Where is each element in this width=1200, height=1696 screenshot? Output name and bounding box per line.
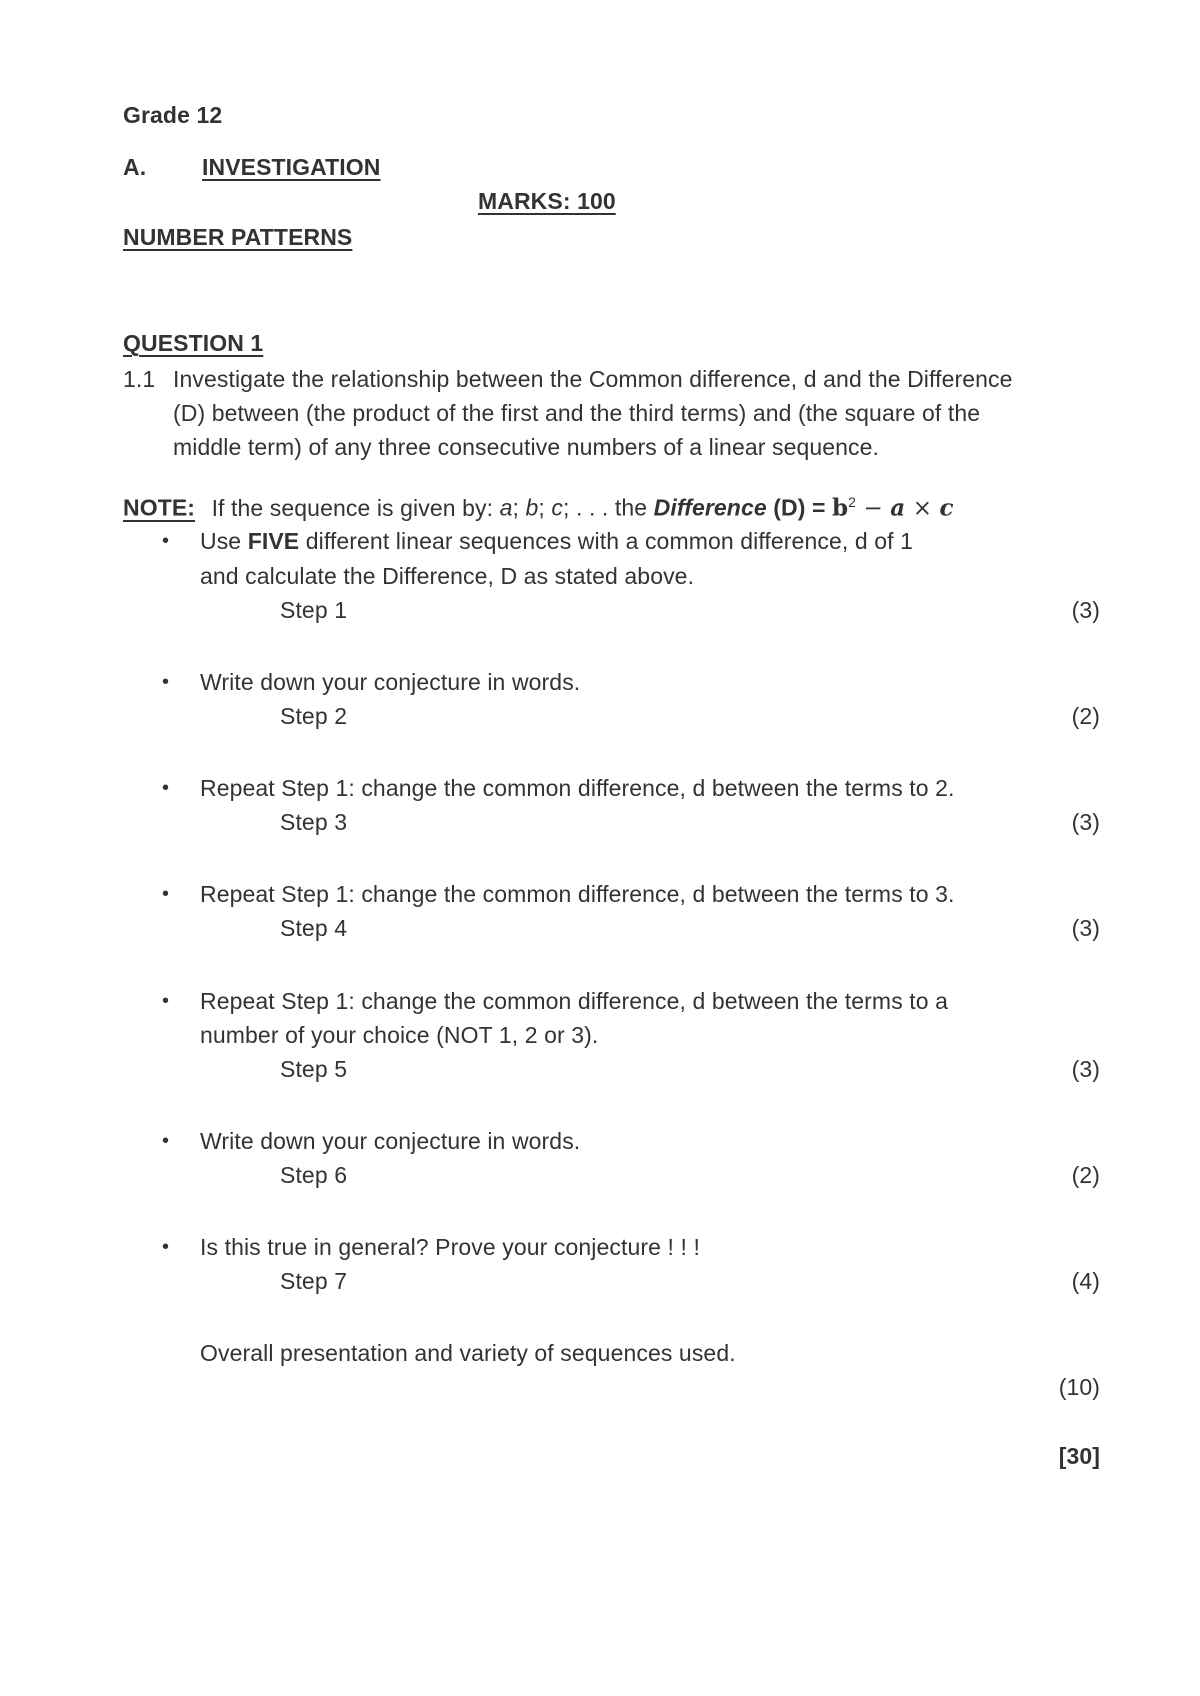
seq-sep-1: ; [512, 494, 526, 521]
note-line [123, 494, 954, 522]
step-1-mark: (3) [1071, 597, 1100, 623]
question-total: [30] [1058, 1443, 1100, 1469]
item-7-line-1: Is this true in general? Prove your conjecture ! ! ! [200, 1234, 700, 1260]
step-2-label: Step 2 [280, 703, 348, 729]
seq-b: b [525, 494, 539, 521]
question-title: QUESTION 1 [123, 330, 264, 356]
item-3-line-1: Repeat Step 1: change the common difference, d between the terms to 2. [200, 775, 955, 801]
bullet-icon: • [162, 1130, 170, 1152]
seq-c: c [551, 494, 563, 521]
formula-b: b [831, 494, 849, 522]
seq-dots: ; . . . the [562, 494, 654, 521]
formula-times: × [905, 495, 940, 522]
marks-total: MARKS: 100 [478, 188, 616, 214]
topic-title: NUMBER PATTERNS [123, 224, 353, 250]
formula-c: c [939, 494, 954, 522]
formula-minus: − [856, 495, 891, 522]
formula-a: a [890, 494, 906, 522]
bullet-icon: • [162, 530, 170, 552]
step-5-mark: (3) [1071, 1056, 1100, 1082]
formula-lhs: (D) = [766, 494, 832, 521]
bullet-icon: • [162, 671, 170, 693]
overall-mark: (10) [1058, 1374, 1100, 1400]
step-2-mark: (2) [1071, 703, 1100, 729]
question-line-3: middle term) of any three consecutive numbers of a linear sequence. [173, 434, 880, 460]
grade-label: Grade 12 [123, 102, 223, 128]
step-4-mark: (3) [1071, 915, 1100, 941]
item-1-bold: FIVE [247, 528, 300, 554]
step-7-label: Step 7 [280, 1268, 348, 1294]
section-letter: A. [123, 154, 147, 180]
bullet-icon: • [162, 883, 170, 905]
formula-exponent: 2 [848, 494, 857, 510]
item-1-line-1: Use FIVE different linear sequences with a common difference, d of 1 [200, 528, 913, 554]
item-5-line-1: Repeat Step 1: change the common difference, d between the terms to a [200, 988, 949, 1014]
step-3-mark: (3) [1071, 809, 1100, 835]
bullet-icon: • [162, 1236, 170, 1258]
section-title: INVESTIGATION [202, 154, 381, 180]
step-7-mark: (4) [1071, 1268, 1100, 1294]
question-number: 1.1 [123, 366, 156, 392]
seq-sep-2: ; [538, 494, 552, 521]
item-6-line-1: Write down your conjecture in words. [200, 1128, 581, 1154]
step-3-label: Step 3 [280, 809, 348, 835]
overall-presentation-text: Overall presentation and variety of sequences used. [200, 1340, 736, 1366]
item-4-line-1: Repeat Step 1: change the common difference, d between the terms to 3. [200, 881, 955, 907]
step-1-label: Step 1 [280, 597, 348, 623]
difference-label: Difference [653, 494, 767, 521]
seq-a: a [499, 494, 513, 521]
step-6-mark: (2) [1071, 1162, 1100, 1188]
question-line-2: (D) between (the product of the first and the third terms) and (the square of the [173, 400, 981, 426]
step-6-label: Step 6 [280, 1162, 348, 1188]
item-2-line-1: Write down your conjecture in words. [200, 669, 581, 695]
bullet-icon: • [162, 777, 170, 799]
item-5-line-2: number of your choice (NOT 1, 2 or 3). [200, 1022, 599, 1048]
bullet-icon: • [162, 990, 170, 1012]
note-text: If the sequence is given by: [211, 494, 500, 521]
note-label: NOTE: [123, 494, 196, 521]
item-1-line-2: and calculate the Difference, D as stated above. [200, 563, 695, 589]
step-4-label: Step 4 [280, 915, 348, 941]
step-5-label: Step 5 [280, 1056, 348, 1082]
question-line-1: Investigate the relationship between the Common difference, d and the Difference [173, 366, 1013, 392]
